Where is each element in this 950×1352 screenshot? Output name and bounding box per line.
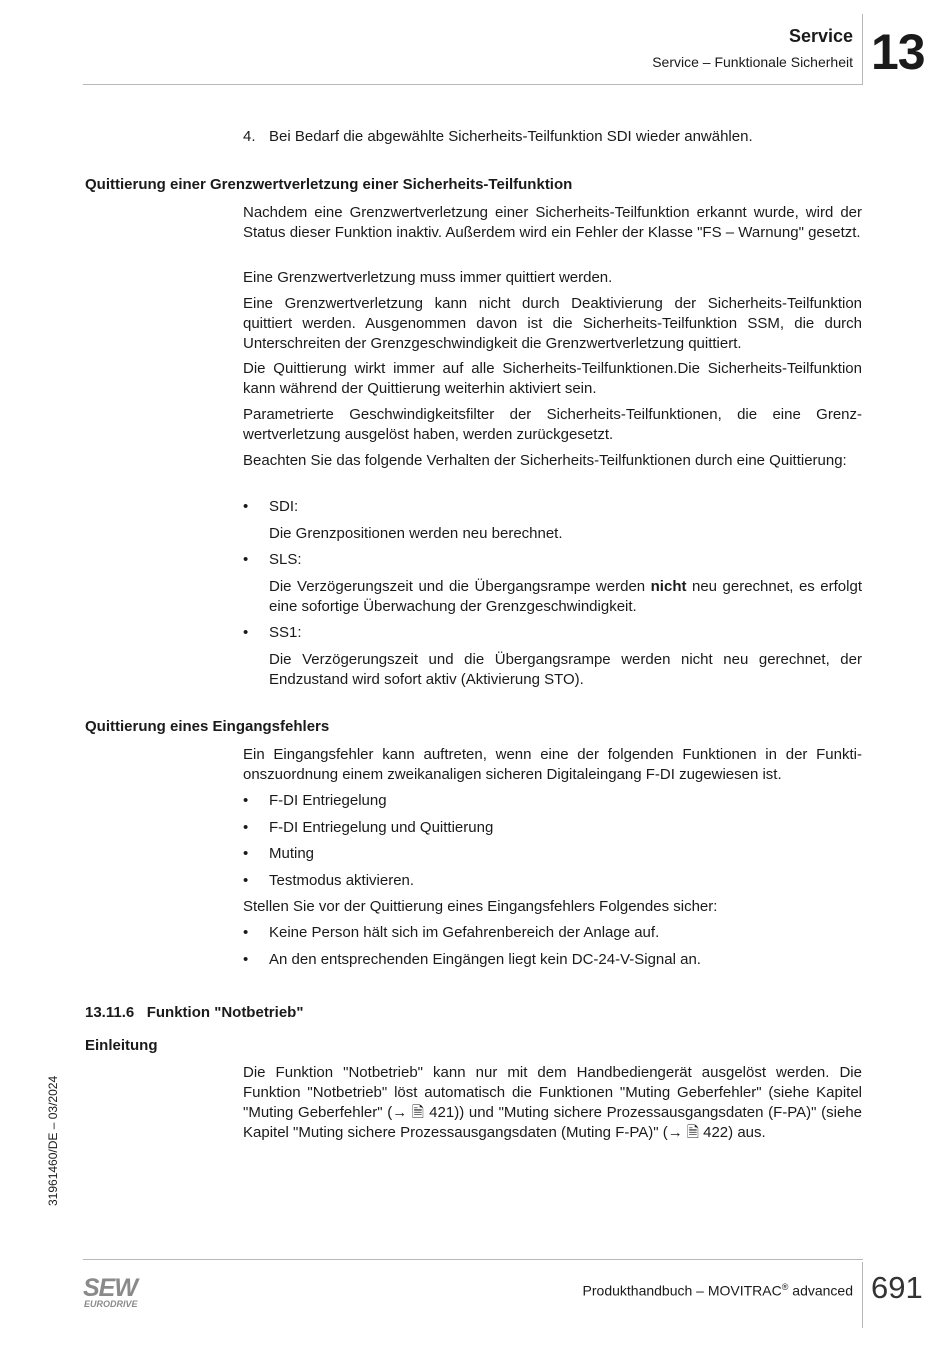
- bullet-text-ss1: Die Verzögerungszeit und die Übergangsrampe werden nicht neu gerechnet, der Endzustand wird sofort aktiv (Aktivierung STO).: [269, 651, 862, 688]
- sew-eurodrive-logo: [83, 1274, 155, 1315]
- bullet-label-sls: SLS:: [269, 551, 302, 568]
- bullet-symbol: •: [243, 845, 249, 862]
- document-id: 31961460/DE – 03/2024: [46, 1075, 60, 1206]
- bullet-symbol: •: [243, 872, 249, 889]
- header-rule: [83, 84, 863, 85]
- list-item: An den entsprechenden Eingängen liegt kein DC-24-V-Signal an.: [269, 951, 701, 968]
- bullet-symbol: •: [243, 498, 249, 515]
- paragraph: Beachten Sie das folgende Verhalten der Sicherheits-Teilfunktionen durch eine Quittierung:: [243, 452, 847, 469]
- bullet-symbol: •: [243, 624, 249, 641]
- bullet-symbol: •: [243, 924, 249, 941]
- header-subtitle: Service – Funktionale Sicherheit: [652, 54, 853, 70]
- list-item: F-DI Entriegelung: [269, 792, 387, 809]
- svg-text:EURODRIVE: EURODRIVE: [84, 1299, 138, 1309]
- bullet-symbol: •: [243, 951, 249, 968]
- step-text: Bei Bedarf die abgewählte Sicherheits-Teilfunktion SDI wieder anwählen.: [269, 128, 753, 145]
- page-number: 691: [871, 1270, 923, 1305]
- svg-text:SEW: SEW: [83, 1274, 137, 1302]
- step-number: 4.: [243, 128, 256, 145]
- footer-divider-vertical: [862, 1262, 863, 1328]
- section-heading-notbetrieb: 13.11.6 Funktion "Notbetrieb": [85, 1004, 304, 1021]
- bullet-label-ss1: SS1:: [269, 624, 302, 641]
- chapter-number: 13: [871, 24, 925, 80]
- paragraph: Stellen Sie vor der Quittierung eines Eingangsfehlers Folgendes sicher:: [243, 898, 718, 915]
- list-item: Keine Person hält sich im Gefahrenbereich der Anlage auf.: [269, 924, 660, 941]
- subheading-einleitung: Einleitung: [85, 1037, 158, 1054]
- paragraph: Die Funktion "Notbetrieb" kann nur mit dem Handbediengerät ausgelöst werden. Die Funktion "Notbetrieb" löst automatisch die Funktionen "Muting Geberfehler" (siehe Kapitel "Muting Geberfehler" (→ 🗎 421)) und "Muting sichere Prozessausgangsdaten (F-PA)" (siehe Kapitel "Muting sichere Prozessausgangsdaten (Muting F-PA)" (→ 🗎 422) aus.: [243, 1064, 862, 1141]
- section-heading-input-error: Quittierung eines Eingangsfehlers: [85, 718, 330, 735]
- emphasis-nicht: nicht: [650, 578, 687, 595]
- header-title: Service: [788, 26, 853, 46]
- paragraph: Parametrierte Geschwindigkeitsfilter der Sicherheits-Teilfunktionen, die eine Grenzwertverletzung ausgelöst haben, werden zurückgesetzt.: [243, 406, 862, 443]
- paragraph: Eine Grenzwertverletzung kann nicht durch Deaktivierung der Sicherheits-Teilfunktion quittiert werden. Ausgenommen davon ist die Sicherheits-Teilfunktion SSM, die durch Unterschreiten der Grenzgeschwindigkeit die Grenzwertverletzung quittiert.: [243, 295, 862, 352]
- list-item: F-DI Entriegelung und Quittierung: [269, 819, 494, 836]
- paragraph: Die Quittierung wirkt immer auf alle Sicherheits-Teilfunktionen.Die Sicherheits-Teilfunktion kann während der Quittierung weiterhin aktiviert sein.: [243, 360, 862, 397]
- header-divider-vertical: [862, 14, 863, 84]
- list-item: Muting: [269, 845, 315, 862]
- section-heading-limit-violation: Quittierung einer Grenzwertverletzung einer Sicherheits-Teilfunktion: [85, 176, 573, 193]
- bullet-text-sdi: Die Grenzpositionen werden neu berechnet.: [269, 525, 563, 542]
- paragraph: Ein Eingangsfehler kann auftreten, wenn eine der folgenden Funktionen in der Funktionszuordnung einem zweikanaligen sicheren Digitaleingang F-DI zugewiesen ist.: [243, 746, 862, 783]
- bullet-symbol: •: [243, 792, 249, 809]
- bullet-symbol: •: [243, 551, 249, 568]
- paragraph: Nachdem eine Grenzwertverletzung einer Sicherheits-Teilfunktion erkannt wurde, wird der Status dieser Funktion inaktiv. Außerdem wird ein Fehler der Klasse "FS – Warnung" gesetzt.: [243, 204, 862, 241]
- list-item: Testmodus aktivieren.: [269, 872, 415, 889]
- footer-rule: [83, 1259, 863, 1260]
- footer-text: Produkthandbuch – MOVITRAC® advanced: [582, 1282, 853, 1299]
- bullet-label-sdi: SDI:: [269, 498, 299, 515]
- paragraph: Eine Grenzwertverletzung muss immer quittiert werden.: [243, 269, 613, 286]
- bullet-text-sls: Die Verzögerungszeit und die Übergangsrampe werden nicht neu gerechnet, es erfolgt eine sofortige Überwachung der Grenzgeschwindigkeit.: [269, 578, 862, 615]
- bullet-symbol: •: [243, 819, 249, 836]
